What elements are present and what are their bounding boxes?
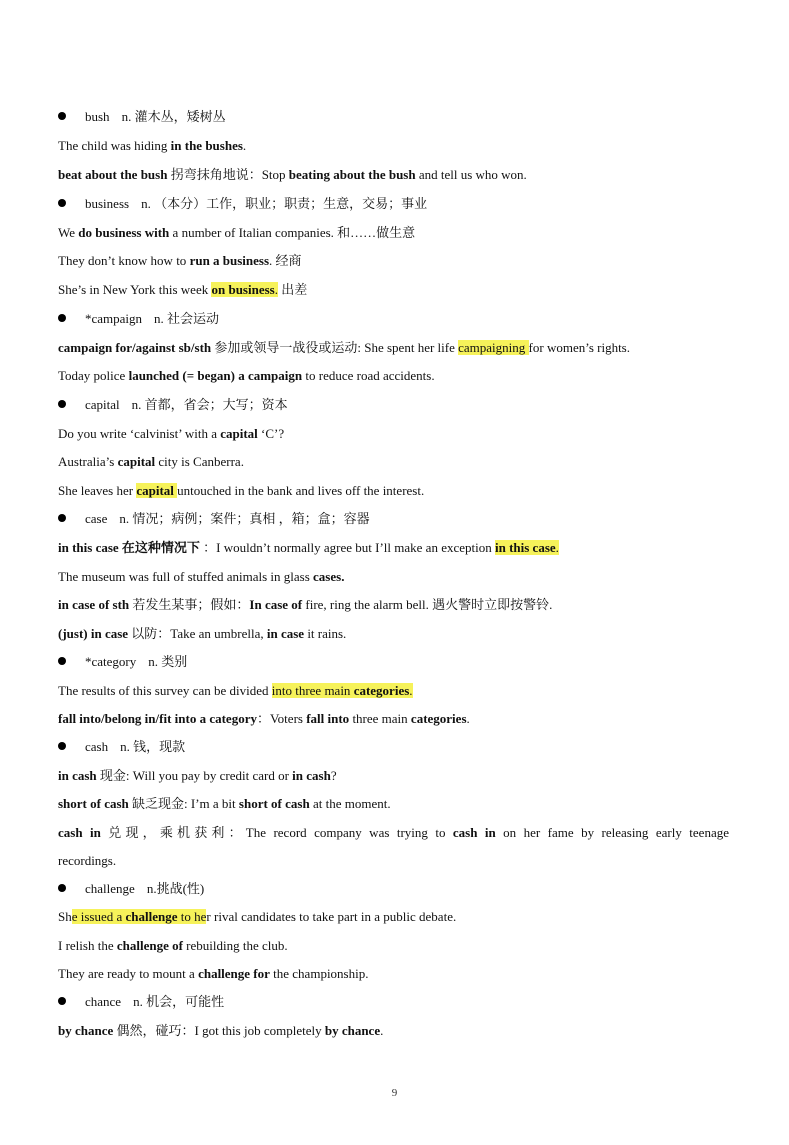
bold-phrase: in case xyxy=(266,626,305,641)
bold-phrase: beat about the bush xyxy=(58,167,168,182)
text-segment: Today police xyxy=(58,368,129,383)
bold-phrase: short of cash xyxy=(58,796,129,811)
example-line xyxy=(58,137,729,154)
example-line xyxy=(58,710,729,727)
bullet-icon xyxy=(58,199,66,207)
bold-phrase: campaign for/against sb/sth xyxy=(58,340,212,355)
bold-phrase: capital xyxy=(220,426,258,441)
entry-headword-line xyxy=(58,880,729,897)
bold-phrase: by chance xyxy=(324,1023,381,1038)
bullet-icon xyxy=(58,514,66,522)
headword: *campaign xyxy=(85,311,143,326)
text-segment: She’s in New York this week xyxy=(58,282,212,297)
highlighted-text: categories xyxy=(353,683,410,698)
example-line xyxy=(58,425,729,442)
bullet-icon xyxy=(58,657,66,665)
bold-phrase: in case of sth xyxy=(58,597,130,612)
text-segment: and tell us who won. xyxy=(415,167,527,182)
entry-headword-line xyxy=(58,108,729,125)
example-line xyxy=(58,965,729,982)
example-line xyxy=(58,596,729,613)
text-segment: three main xyxy=(349,711,411,726)
part-of-speech: n. 机会，可能性 xyxy=(133,994,225,1009)
highlighted-text: e issued a xyxy=(71,909,126,924)
text-segment: ‘C’? xyxy=(257,426,285,441)
entry-headword-line xyxy=(58,653,729,670)
example-line xyxy=(58,339,729,356)
highlighted-text: capital xyxy=(136,483,178,498)
highlighted-text: challenge xyxy=(125,909,178,924)
entry-headword-line xyxy=(58,396,729,413)
example-line xyxy=(58,937,729,954)
text-segment: fire, ring the alarm bell. 遇火警时立即按警铃. xyxy=(302,597,553,612)
bold-phrase: run a business xyxy=(189,253,270,268)
bullet-icon xyxy=(58,400,66,408)
text-segment: Sh xyxy=(58,909,72,924)
example-line xyxy=(58,908,729,925)
text-segment: on her fame by releasing early teenage xyxy=(495,825,729,840)
highlighted-text: campaigning xyxy=(458,340,529,355)
part-of-speech: n. 社会运动 xyxy=(154,311,220,326)
entry-headword-line xyxy=(58,510,729,527)
text-segment: I relish the xyxy=(58,938,117,953)
example-line xyxy=(58,539,729,556)
example-line xyxy=(58,482,729,499)
bullet-icon xyxy=(58,742,66,750)
example-line xyxy=(58,767,729,784)
bold-phrase: challenge of xyxy=(116,938,183,953)
text-segment: We xyxy=(58,225,79,240)
example-line xyxy=(58,852,729,869)
headword: case xyxy=(85,511,108,526)
entry-headword-line xyxy=(58,195,729,212)
bold-phrase: capital xyxy=(117,454,156,469)
text-segment: 拐弯抹角地说：Stop xyxy=(167,167,289,182)
bold-phrase: in this case 在这种情况下 xyxy=(58,540,200,555)
highlighted-text: into three main xyxy=(271,683,354,698)
text-segment: ? xyxy=(330,768,337,783)
example-line xyxy=(58,453,729,470)
text-segment: rebuilding the club. xyxy=(182,938,288,953)
bold-phrase: launched (= began) a campaign xyxy=(128,368,303,383)
bold-phrase: in cash xyxy=(292,768,331,783)
bullet-icon xyxy=(58,112,66,120)
headword: chance xyxy=(85,994,122,1009)
part-of-speech: n. （本分）工作，职业；职责；生意，交易；事业 xyxy=(141,196,428,211)
text-segment: The results of this survey can be divided xyxy=(58,683,272,698)
text-segment: city is Canberra. xyxy=(155,454,244,469)
part-of-speech: n.挑战(性) xyxy=(146,881,205,896)
text-segment: 出差 xyxy=(277,282,308,297)
part-of-speech: n. 首都，省会；大写；资本 xyxy=(131,397,288,412)
text-segment: the championship. xyxy=(269,966,369,981)
text-segment: for women’s rights. xyxy=(528,340,630,355)
example-line xyxy=(58,1022,729,1039)
text-segment: recordings. xyxy=(58,853,117,868)
text-segment: They are ready to mount a xyxy=(58,966,199,981)
highlighted-text: to he xyxy=(177,909,207,924)
example-line xyxy=(58,367,729,384)
text-segment: untouched in the bank and lives off the interest. xyxy=(177,483,425,498)
bold-phrase: In case of xyxy=(249,597,303,612)
text-segment: it rains. xyxy=(304,626,347,641)
text-segment: . xyxy=(242,138,247,153)
bold-phrase: fall into xyxy=(306,711,350,726)
text-segment: 偶然，碰巧：I got this job completely xyxy=(113,1023,325,1038)
text-segment: Australia’s xyxy=(58,454,118,469)
text-segment: 以防：Take an umbrella, xyxy=(128,626,267,641)
text-segment: Do you write ‘calvinist’ with a xyxy=(58,426,221,441)
highlighted-text: . xyxy=(555,540,559,555)
bold-phrase: do business with xyxy=(78,225,170,240)
text-segment: They don’t know how to xyxy=(58,253,190,268)
highlighted-text: . xyxy=(409,683,413,698)
headword: bush xyxy=(85,109,110,124)
example-line xyxy=(58,281,729,298)
bold-phrase: (just) in case xyxy=(58,626,129,641)
bold-phrase: by chance xyxy=(58,1023,114,1038)
highlighted-text: . xyxy=(274,282,278,297)
text-segment: ：Voters xyxy=(256,711,307,726)
text-segment: r rival candidates to take part in a public debate. xyxy=(206,909,457,924)
text-segment: a number of Italian companies. 和……做生意 xyxy=(169,225,416,240)
part-of-speech: n. 灌木丛，矮树丛 xyxy=(121,109,226,124)
entry-headword-line xyxy=(58,993,729,1010)
headword: business xyxy=(85,196,130,211)
bullet-icon xyxy=(58,997,66,1005)
bold-phrase: in cash xyxy=(58,768,97,783)
part-of-speech: n. 情况；病例；案件；真相 ，箱；盒；容器 xyxy=(119,511,370,526)
bold-phrase: cash in xyxy=(58,825,101,840)
bold-phrase: short of cash xyxy=(238,796,310,811)
text-segment: . 经商 xyxy=(269,253,302,268)
example-line xyxy=(58,166,729,183)
part-of-speech: n. 类别 xyxy=(148,654,188,669)
text-segment: at the moment. xyxy=(309,796,391,811)
text-segment: ：I wouldn’t normally agree but I’ll make an exception xyxy=(199,540,495,555)
text-segment: 缺乏现金: I’m a bit xyxy=(128,796,239,811)
highlighted-text: on business xyxy=(211,282,275,297)
example-line xyxy=(58,568,729,585)
part-of-speech: n. 钱，现款 xyxy=(120,739,186,754)
bold-phrase: cash in xyxy=(452,825,496,840)
headword: capital xyxy=(85,397,120,412)
text-segment: The museum was full of stuffed animals in glass xyxy=(58,569,314,584)
bullet-icon xyxy=(58,884,66,892)
page-number: 9 xyxy=(391,1087,398,1099)
text-segment: 参加或领导一战役或运动: She spent her life xyxy=(211,340,459,355)
entry-headword-line xyxy=(58,310,729,327)
headword: *category xyxy=(85,654,137,669)
text-segment: The child was hiding xyxy=(58,138,171,153)
text-segment: 现金: Will you pay by credit card or xyxy=(96,768,293,783)
bold-phrase: cases. xyxy=(313,569,345,584)
bold-phrase: fall into/belong in/fit into a category xyxy=(58,711,257,726)
example-line xyxy=(58,224,729,241)
headword: cash xyxy=(85,739,109,754)
text-segment: She leaves her xyxy=(58,483,137,498)
text-segment: 若发生某事；假如： xyxy=(129,597,250,612)
bold-phrase: beating about the bush xyxy=(288,167,416,182)
bold-phrase: categories xyxy=(410,711,467,726)
example-line xyxy=(58,795,729,812)
text-segment: to reduce road accidents. xyxy=(302,368,435,383)
highlighted-text: in this case xyxy=(494,540,556,555)
entry-headword-line xyxy=(58,738,729,755)
text-segment: 兑现，乘机获利：The record company was trying to xyxy=(100,825,453,840)
example-line xyxy=(58,252,729,269)
example-line xyxy=(58,824,729,841)
text-segment: . xyxy=(380,1023,384,1038)
headword: challenge xyxy=(85,881,135,896)
text-segment: . xyxy=(466,711,470,726)
example-line xyxy=(58,682,729,699)
bold-phrase: in the bushes xyxy=(170,138,243,153)
bold-phrase: challenge for xyxy=(198,966,270,981)
bullet-icon xyxy=(58,314,66,322)
example-line xyxy=(58,625,729,642)
